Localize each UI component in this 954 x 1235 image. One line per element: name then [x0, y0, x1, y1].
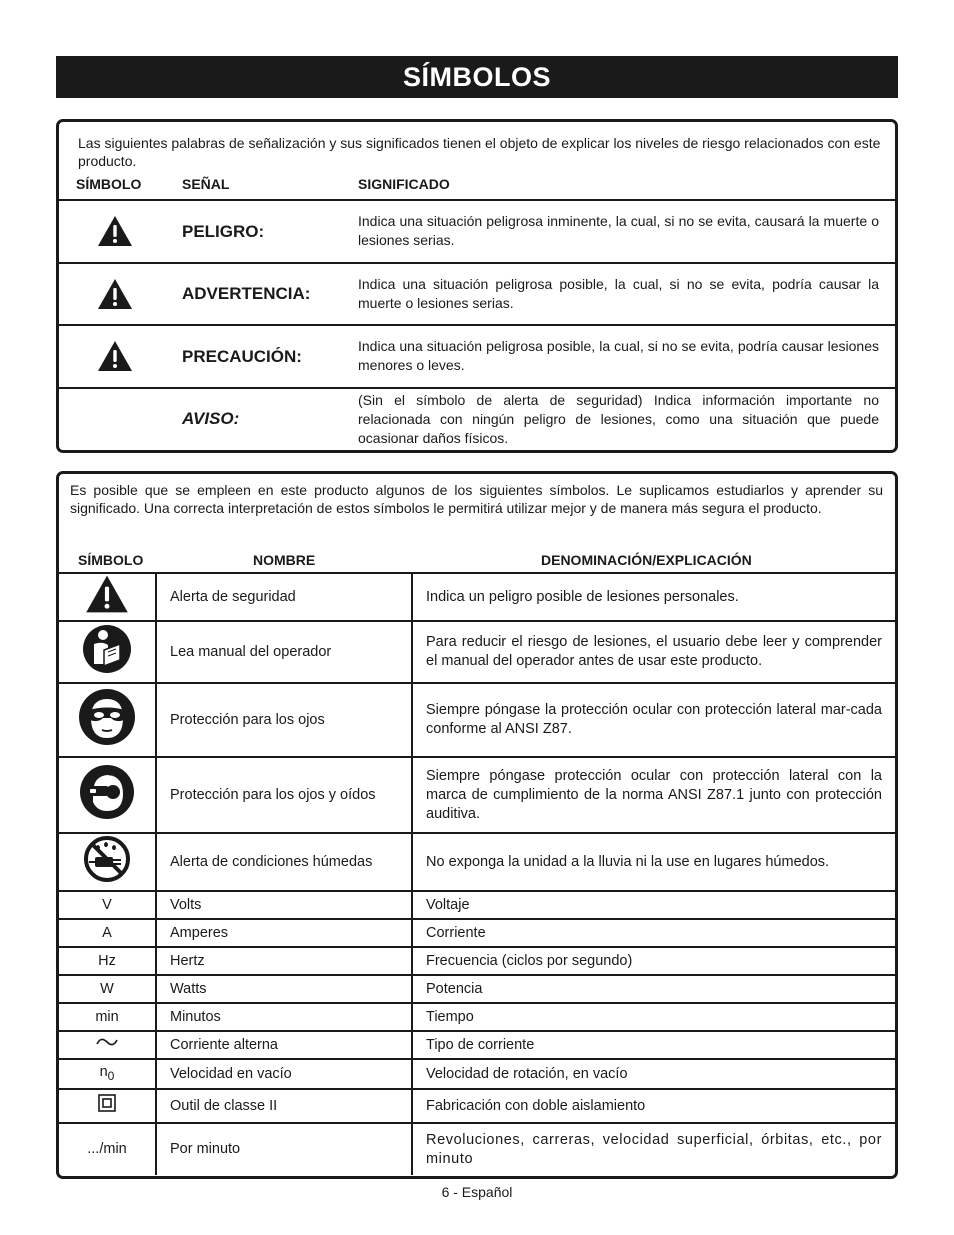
symbol-explanation: Velocidad de rotación, en vacío: [412, 1059, 895, 1089]
signal-row-peligro: [59, 201, 895, 262]
table-row: [59, 891, 895, 919]
signal-word: PRECAUCIÓN:: [182, 347, 302, 366]
header-symbol: SÍMBOLO: [78, 552, 144, 568]
symbols-box: [56, 471, 898, 1179]
table-row: [59, 683, 895, 757]
header-name: NOMBRE: [253, 552, 316, 568]
symbol-cell: W: [59, 975, 156, 1003]
eye-protection-icon: [78, 688, 136, 746]
symbol-cell: V: [59, 891, 156, 919]
symbol-name: Alerta de condiciones húmedas: [156, 833, 412, 891]
symbol-name: Lea manual del operador: [156, 621, 412, 683]
symbol-cell: [59, 1059, 156, 1089]
class-ii-icon: [98, 1094, 116, 1112]
symbol-explanation: Tiempo: [412, 1003, 895, 1031]
table-row: [59, 1089, 895, 1123]
wet-conditions-icon: [83, 835, 131, 883]
signal-word: ADVERTENCIA:: [182, 284, 311, 303]
no-load-speed-subscript: 0: [107, 1068, 115, 1083]
table-row: [59, 621, 895, 683]
symbol-explanation: Fabricación con doble aislamiento: [412, 1089, 895, 1123]
signal-row-precaucion: [59, 326, 895, 387]
symbol-name: Velocidad en vacío: [156, 1059, 412, 1089]
signal-meaning: Indica una situación peligrosa posible, la cual, si no se evita, podría causar lesiones menores o leves.: [358, 338, 879, 373]
symbols-table: [59, 572, 895, 1175]
symbol-explanation: Potencia: [412, 975, 895, 1003]
signal-meaning: (Sin el símbolo de alerta de seguridad) Indica información importante no relacionada con ningún peligro de lesiones, como una situación que puede ocasionar daños físicos.: [358, 392, 879, 446]
symbol-name: Watts: [156, 975, 412, 1003]
symbol-name: Volts: [156, 891, 412, 919]
table-row: [59, 1059, 895, 1089]
symbol-explanation: Voltaje: [412, 891, 895, 919]
symbol-cell: min: [59, 1003, 156, 1031]
signal-intro: Las siguientes palabras de señalización y sus significados tienen el objeto de explicar los niveles de riesgo relacionados con este producto.: [78, 135, 881, 169]
table-row: [59, 975, 895, 1003]
symbol-cell: [59, 621, 156, 683]
symbols-intro: Es posible que se empleen en este producto algunos de los siguientes símbolos. Le suplicamos estudiarlos y aprender su significado. Una correcta interpretación de estos símbolos le permitirá utilizar mejor y de manera más segura el producto.: [70, 482, 883, 516]
symbol-explanation: Siempre póngase la protección ocular con protección lateral mar-cada conforme al ANSI Z87.: [412, 683, 895, 757]
page-footer: 6 - Español: [441, 1184, 513, 1200]
signal-word: PELIGRO:: [182, 222, 265, 241]
symbol-cell: [59, 757, 156, 833]
symbol-cell: Hz: [59, 947, 156, 975]
table-row: [59, 833, 895, 891]
table-row: [59, 919, 895, 947]
symbol-cell: [59, 683, 156, 757]
table-row: [59, 573, 895, 621]
symbol-cell: [59, 1031, 156, 1059]
symbol-name: Alerta de seguridad: [156, 573, 412, 621]
warning-triangle-icon: [97, 215, 133, 247]
symbol-name: Amperes: [156, 919, 412, 947]
signal-row-aviso: [59, 389, 895, 451]
warning-triangle-icon: [85, 574, 129, 614]
header-explanation: DENOMINACIÓN/EXPLICACIÓN: [541, 552, 752, 568]
symbol-explanation: No exponga la unidad a la lluvia ni la use en lugares húmedos.: [412, 833, 895, 891]
symbol-explanation: Tipo de corriente: [412, 1031, 895, 1059]
table-row: [59, 947, 895, 975]
table-row: [59, 1123, 895, 1175]
symbol-explanation: Siempre póngase protección ocular con protección lateral con la marca de cumplimiento de la norma ANSI Z87.1 junto con protección auditiva.: [412, 757, 895, 833]
symbol-explanation: Para reducir el riesgo de lesiones, el usuario debe leer y comprender el manual del operador antes de usar este producto.: [412, 621, 895, 683]
symbol-name: Outil de classe II: [156, 1089, 412, 1123]
page-title: SÍMBOLOS: [56, 56, 898, 98]
alternating-current-icon: [96, 1035, 118, 1049]
symbol-explanation: Frecuencia (ciclos por segundo): [412, 947, 895, 975]
table-row: [59, 1003, 895, 1031]
symbol-cell: [59, 573, 156, 621]
symbol-name: Por minuto: [156, 1123, 412, 1175]
symbol-name: Corriente alterna: [156, 1031, 412, 1059]
header-signal: SEÑAL: [182, 176, 230, 192]
symbol-explanation: Corriente: [412, 919, 895, 947]
symbol-cell: A: [59, 919, 156, 947]
signal-words-box: [56, 119, 898, 453]
eye-ear-protection-icon: [79, 764, 135, 820]
signal-word: AVISO:: [182, 409, 240, 428]
symbol-explanation: Revoluciones, carreras, velocidad superficial, órbitas, etc., por minuto: [412, 1123, 895, 1175]
read-manual-icon: [82, 624, 132, 674]
signal-meaning: Indica una situación peligrosa posible, la cual, si no se evita, podría causar la muerte o lesiones serias.: [358, 276, 879, 311]
symbol-cell: [59, 1089, 156, 1123]
table-row: [59, 1031, 895, 1059]
symbol-name: Minutos: [156, 1003, 412, 1031]
signal-meaning: Indica una situación peligrosa inminente, la cual, si no se evita, causará la muerte o lesiones serias.: [358, 213, 879, 248]
table-row: [59, 757, 895, 833]
symbol-name: Protección para los ojos: [156, 683, 412, 757]
signal-row-advertencia: [59, 264, 895, 324]
no-load-speed-symbol: n: [99, 1063, 108, 1080]
warning-triangle-icon: [97, 340, 133, 372]
header-meaning: SIGNIFICADO: [358, 176, 450, 192]
header-symbol: SÍMBOLO: [76, 176, 142, 192]
symbol-cell: .../min: [59, 1123, 156, 1175]
symbol-name: Hertz: [156, 947, 412, 975]
symbol-cell: [59, 833, 156, 891]
symbol-name: Protección para los ojos y oídos: [156, 757, 412, 833]
symbol-explanation: Indica un peligro posible de lesiones personales.: [412, 573, 895, 621]
warning-triangle-icon: [97, 278, 133, 310]
